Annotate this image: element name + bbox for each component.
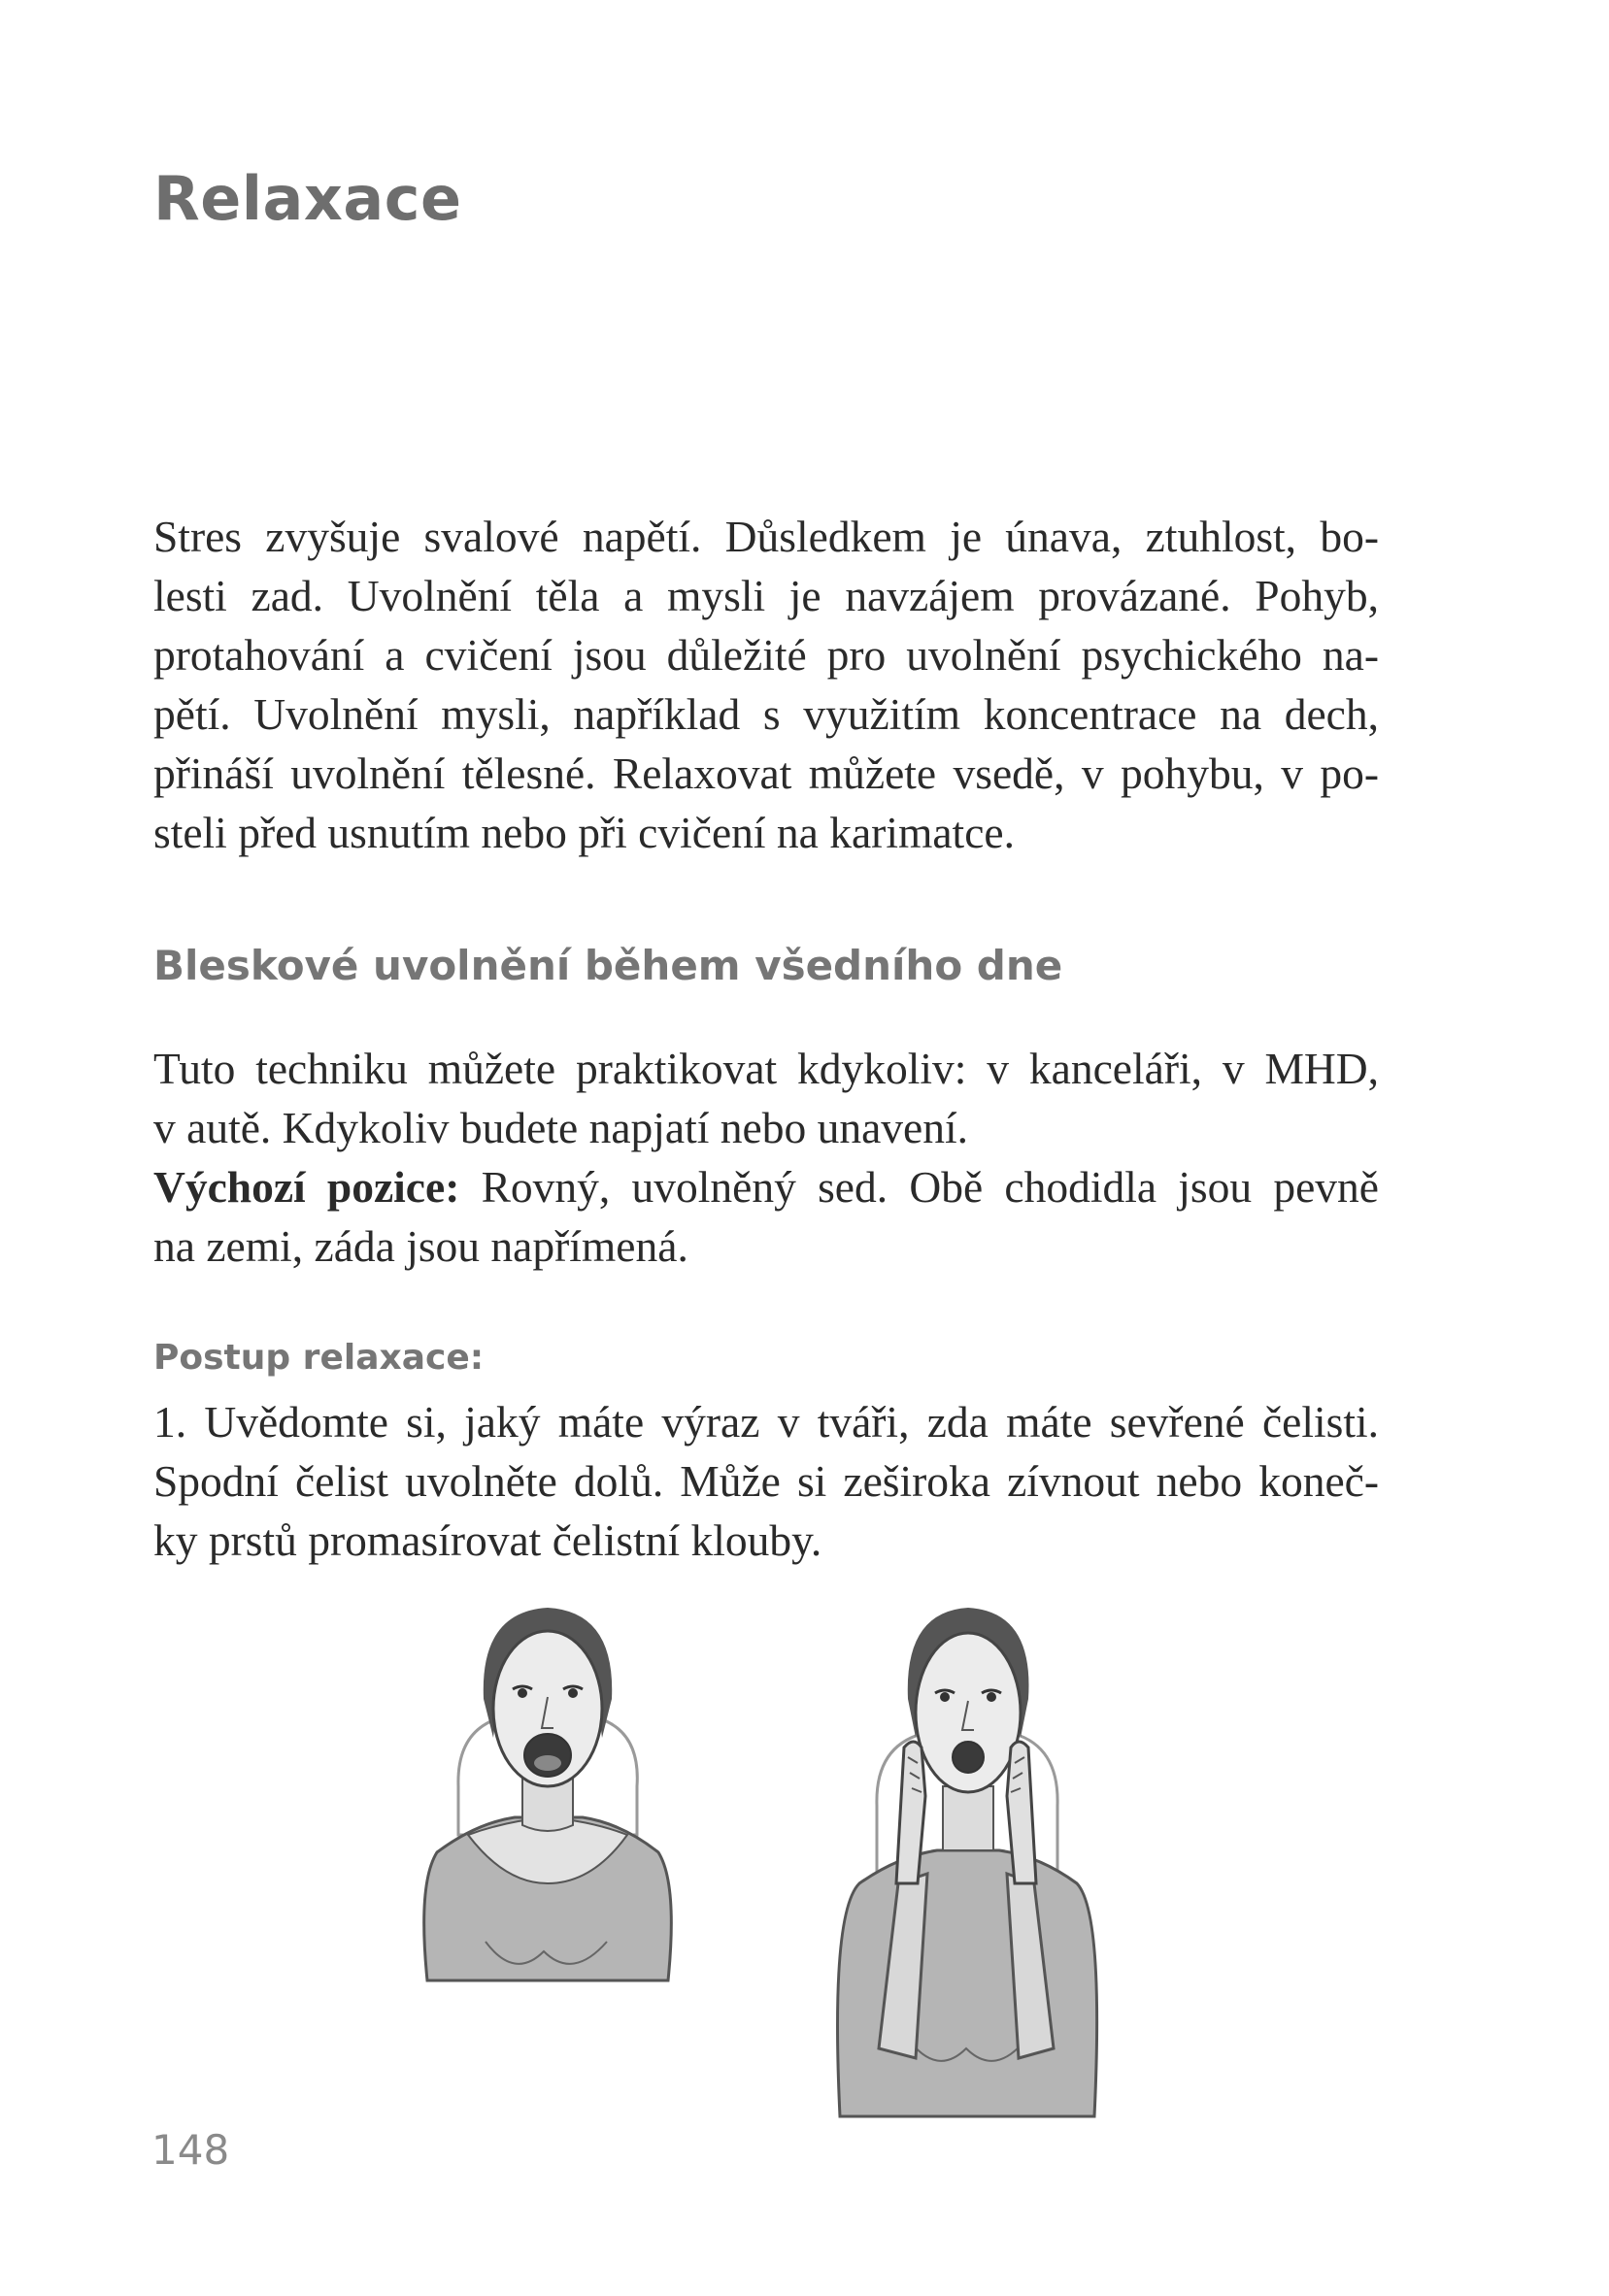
intro-line: lesti zad. Uvolnění těla a mysli je navzájem provázané. Pohyb, xyxy=(153,571,1379,620)
intro-line: Stres zvyšuje svalové napětí. Důsledkem je únava, ztuhlost, bo- xyxy=(153,512,1379,561)
start-position-line xyxy=(153,1157,1379,1216)
intro-line: přináší uvolnění tělesné. Relaxovat můžete vsedě, v pohybu, v po- xyxy=(153,749,1379,798)
section-line: v autě. Kdykoliv budete napjatí nebo unavení. xyxy=(153,1103,968,1152)
procedure-line: Spodní čelist uvolněte dolů. Může si zeširoka zívnout nebo koneč- xyxy=(153,1456,1379,1506)
intro-line: protahování a cvičení jsou důležité pro uvolnění psychického na- xyxy=(153,630,1379,680)
procedure-line: 1. Uvědomte si, jaký máte výraz v tváři, zda máte sevřené čelisti. xyxy=(153,1397,1379,1447)
procedure-line: ky prstů promasírovat čelistní klouby. xyxy=(153,1515,822,1565)
woman-massaging-jaw-illustration xyxy=(821,1592,1112,2136)
woman-yawning-illustration xyxy=(398,1592,689,2039)
section-paragraph xyxy=(153,1039,1379,1276)
page-title: Relaxace xyxy=(153,163,462,234)
start-position-text: Rovný, uvolněný sed. Obě chodidla jsou pevně xyxy=(459,1162,1379,1212)
page-number: 148 xyxy=(151,2126,230,2174)
procedure-heading: Postup relaxace: xyxy=(153,1338,485,1378)
intro-line: pětí. Uvolnění mysli, například s využitím koncentrace na dech, xyxy=(153,689,1379,739)
procedure-paragraph xyxy=(153,1392,1379,1570)
intro-paragraph xyxy=(153,507,1379,862)
section-line: Tuto techniku můžete praktikovat kdykoliv: v kanceláři, v MHD, xyxy=(153,1044,1379,1093)
intro-line: steli před usnutím nebo při cvičení na karimatce. xyxy=(153,808,1015,857)
section-heading: Bleskové uvolnění během všedního dne xyxy=(153,942,1063,989)
start-position-line: na zemi, záda jsou napřímená. xyxy=(153,1221,688,1271)
start-position-label: Výchozí pozice: xyxy=(153,1162,460,1212)
